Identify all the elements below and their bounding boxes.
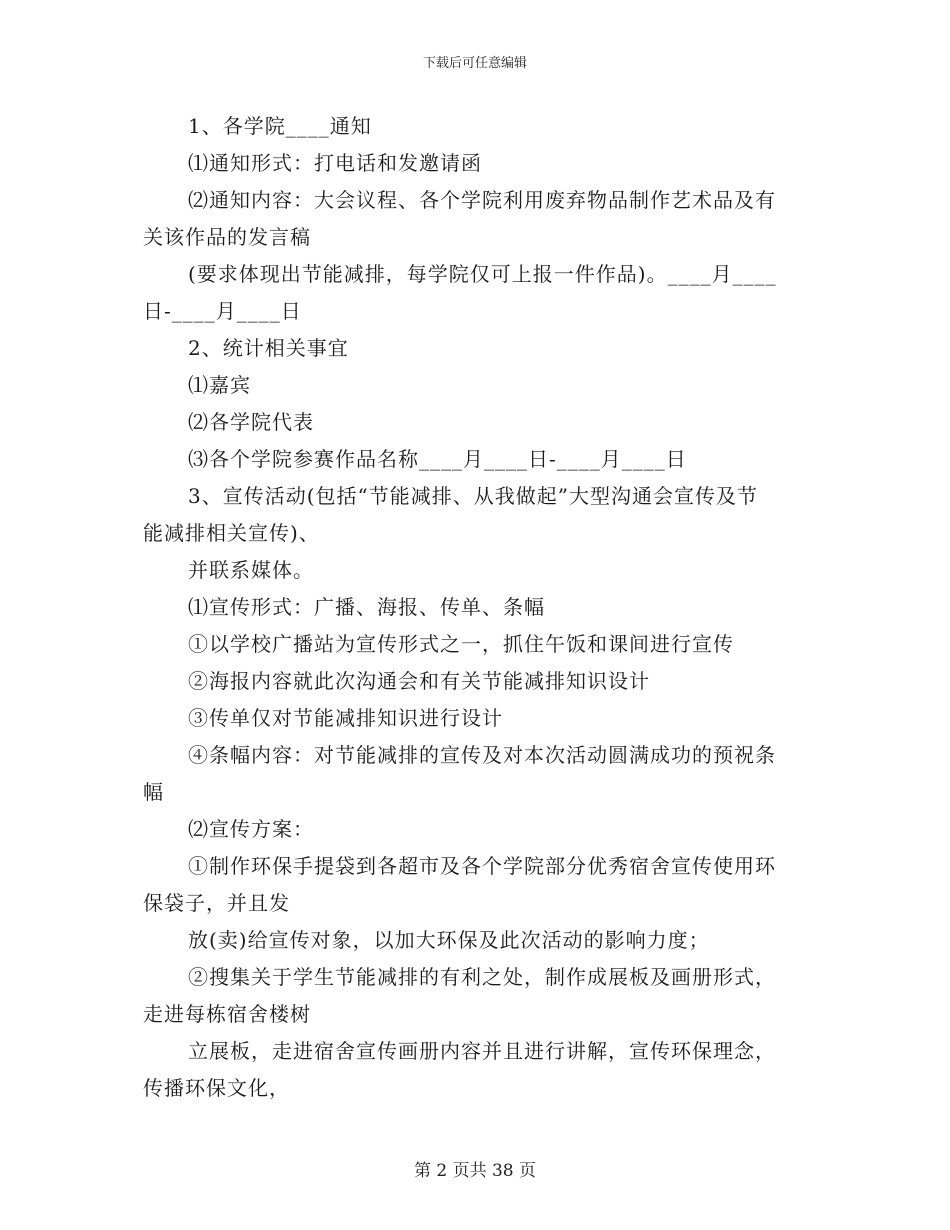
paragraph-line: ⑵各学院代表 xyxy=(188,410,314,434)
paragraph-line: 放(卖)给宣传对象，以加大环保及此次活动的影响力度； xyxy=(188,928,710,952)
paragraph-line: ⑴嘉宾 xyxy=(188,373,251,397)
paragraph-line: 走进每栋宿舍楼树 xyxy=(143,1002,311,1026)
paragraph-line: 3、宣传活动(包括“节能减排、从我做起”大型沟通会宣传及节 xyxy=(188,484,758,508)
page-footer: 第 2 页共 38 页 xyxy=(413,1161,537,1181)
paragraph-line: ⑶各个学院参赛作品名称____月____日-____月____日 xyxy=(188,447,687,471)
paragraph-line: 能减排相关宣传)、 xyxy=(143,521,320,545)
paragraph-line: 关该作品的发言稿 xyxy=(143,225,311,249)
paragraph-line: ②搜集关于学生节能减排的有利之处，制作成展板及画册形式， xyxy=(188,965,776,989)
paragraph-line: 1、各学院____通知 xyxy=(188,114,372,138)
paragraph-line: ⑴宣传形式：广播、海报、传单、条幅 xyxy=(188,595,545,619)
paragraph-line: (要求体现出节能减排，每学院仅可上报一件作品)。____月____ xyxy=(188,262,777,286)
paragraph-line: 立展板，走进宿舍宣传画册内容并且进行讲解，宣传环保理念， xyxy=(188,1039,776,1063)
paragraph-line: ③传单仅对节能减排知识进行设计 xyxy=(188,706,503,730)
paragraph-line: ①以学校广播站为宣传形式之一，抓住午饭和课间进行宣传 xyxy=(188,632,734,656)
paragraph-line: 传播环保文化， xyxy=(143,1076,290,1100)
paragraph-line: ①制作环保手提袋到各超市及各个学院部分优秀宿舍宣传使用环 xyxy=(188,854,776,878)
document-body xyxy=(143,108,808,1107)
paragraph-line: 幅 xyxy=(143,780,164,804)
paragraph-line: ⑵通知内容：大会议程、各个学院利用废弃物品制作艺术品及有 xyxy=(188,188,776,212)
paragraph-line: 保袋子，并且发 xyxy=(143,891,290,915)
paragraph-line: 2、统计相关事宜 xyxy=(188,336,349,360)
paragraph-line: 并联系媒体。 xyxy=(188,558,314,582)
paragraph-line: ②海报内容就此次沟通会和有关节能减排知识设计 xyxy=(188,669,650,693)
paragraph-line: 日-____月____日 xyxy=(143,299,302,323)
page-header: 下载后可任意编辑 xyxy=(422,56,527,71)
paragraph-line: ④条幅内容：对节能减排的宣传及对本次活动圆满成功的预祝条 xyxy=(188,743,776,767)
paragraph-line: ⑴通知形式：打电话和发邀请函 xyxy=(188,151,482,175)
paragraph-line: ⑵宣传方案： xyxy=(188,817,314,841)
